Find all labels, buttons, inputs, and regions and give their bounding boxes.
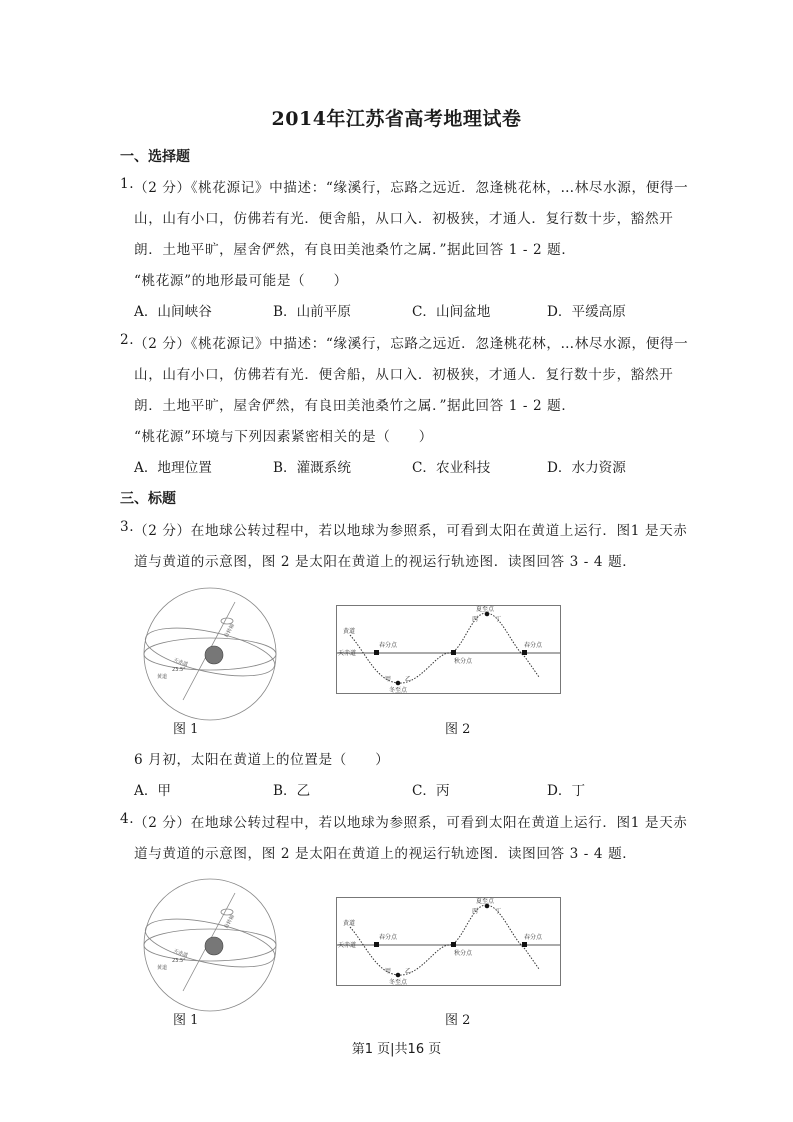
spring-equinox-label: 春分点	[379, 934, 398, 941]
equator-label: 天赤道	[172, 657, 189, 669]
position-ding-label: 丁	[495, 616, 502, 623]
figure1-caption: 图 1	[173, 722, 199, 737]
question-text-line: 山，山有小口，仿佛若有光．便舍船，从口入．初极狭，才通人．复行数十步，豁然开	[134, 367, 674, 383]
spring-equinox-label: 春分点	[524, 642, 543, 649]
page-footer: 第1 页|共16 页	[351, 1042, 442, 1057]
option-b[interactable]: B．乙	[273, 783, 311, 799]
position-ding-label: 丁	[495, 908, 502, 915]
question-text-line: 道与黄道的示意图，图 2 是太阳在黄道上的视运行轨迹图．读图回答 3 - 4 题．	[134, 554, 637, 570]
question-prompt: 6 月初，太阳在黄道上的位置是（ ）	[134, 752, 390, 768]
position-jia-label: 甲	[385, 968, 392, 975]
spring-equinox-label: 春分点	[524, 934, 543, 941]
equator-label: 天赤道	[172, 948, 189, 960]
autumn-equinox-label: 秋分点	[454, 950, 473, 957]
spring-equinox-label: 春分点	[379, 642, 398, 649]
summer-solstice-label: 夏至点	[476, 606, 495, 613]
figure1-celestial-sphere	[135, 582, 285, 732]
option-a[interactable]: A．地理位置	[134, 460, 212, 476]
option-b[interactable]: B．山前平原	[273, 304, 351, 320]
option-c[interactable]: C．丙	[412, 783, 450, 799]
question-text-line: （2 分）《桃花源记》中描述：“缘溪行，忘路之远近．忽逢桃花林，…林尽水源，便得一	[134, 180, 689, 196]
question-prompt: “桃花源”的地形最可能是（ ）	[134, 273, 348, 289]
option-a[interactable]: A．山间峡谷	[134, 304, 212, 320]
option-c[interactable]: C．农业科技	[412, 460, 491, 476]
spring-equinox-point	[374, 942, 379, 947]
question-prompt: “桃花源”环境与下列因素紧密相关的是（ ）	[134, 429, 433, 445]
ecliptic-label: 黄道	[157, 674, 168, 680]
earth-icon	[205, 646, 223, 664]
question-number: 1.	[120, 176, 135, 192]
question-text-line: 朗．土地平旷，屋舍俨然，有良田美池桑竹之属．”据此回答 1 - 2 题．	[134, 242, 576, 258]
spring-equinox-point	[522, 942, 527, 947]
figure-frame	[337, 898, 561, 986]
question-number: 2.	[120, 332, 135, 348]
axis-label: 自转轴	[223, 913, 236, 930]
earth-icon	[205, 937, 223, 955]
option-b[interactable]: B．灌溉系统	[273, 460, 351, 476]
equator-label: 天赤道	[338, 942, 357, 949]
spring-equinox-point	[374, 650, 379, 655]
angle-label: 23.5°	[172, 958, 186, 964]
question-text-line: 山，山有小口，仿佛若有光．便舍船，从口入．初极狭，才通人．复行数十步，豁然开	[134, 211, 674, 227]
section-heading-title: 三、标题	[120, 491, 176, 507]
option-a[interactable]: A．甲	[134, 783, 172, 799]
position-bing-label: 丙	[472, 616, 479, 623]
figure2-caption: 图 2	[445, 722, 471, 737]
figure2-caption: 图 2	[445, 1013, 471, 1028]
autumn-equinox-point	[451, 650, 456, 655]
figure1-caption: 图 1	[173, 1013, 199, 1028]
winter-solstice-label: 冬至点	[389, 979, 408, 986]
winter-solstice-label: 冬至点	[389, 687, 408, 694]
question-text-line: （2 分）《桃花源记》中描述：“缘溪行，忘路之远近．忽逢桃花林，…林尽水源，便得一	[134, 336, 689, 352]
winter-solstice-point	[396, 681, 401, 686]
question-text-line: 朗．土地平旷，屋舍俨然，有良田美池桑竹之属．”据此回答 1 - 2 题．	[134, 398, 576, 414]
question-text-line: （2 分）在地球公转过程中，若以地球为参照系，可看到太阳在黄道上运行．图1 是天赤	[134, 523, 688, 539]
winter-solstice-point	[396, 973, 401, 978]
option-d[interactable]: D．平缓高原	[547, 304, 626, 320]
option-d[interactable]: D．水力资源	[547, 460, 626, 476]
position-bing-label: 丙	[472, 908, 479, 915]
position-yi-label: 乙	[405, 968, 412, 975]
section-heading-choice: 一、选择题	[120, 149, 190, 165]
ecliptic-label: 黄道	[343, 920, 356, 927]
position-yi-label: 乙	[405, 676, 412, 683]
angle-label: 23.5°	[172, 667, 186, 673]
page-title: 2014年江苏省高考地理试卷	[271, 108, 522, 130]
question-text-line: （2 分）在地球公转过程中，若以地球为参照系，可看到太阳在黄道上运行．图1 是天赤	[134, 815, 688, 831]
spring-equinox-point	[522, 650, 527, 655]
question-number: 3.	[120, 519, 135, 535]
summer-solstice-label: 夏至点	[476, 898, 495, 905]
question-text-line: 道与黄道的示意图，图 2 是太阳在黄道上的视运行轨迹图．读图回答 3 - 4 题．	[134, 846, 637, 862]
ecliptic-label: 黄道	[343, 628, 356, 635]
equator-label: 天赤道	[338, 650, 357, 657]
figure1-celestial-sphere	[135, 873, 285, 1023]
option-c[interactable]: C．山间盆地	[412, 304, 491, 320]
autumn-equinox-label: 秋分点	[454, 658, 473, 665]
figure-frame	[337, 606, 561, 694]
figure2-ecliptic-path	[336, 897, 562, 987]
position-jia-label: 甲	[385, 676, 392, 683]
option-d[interactable]: D．丁	[547, 783, 586, 799]
ecliptic-label: 黄道	[157, 965, 168, 971]
autumn-equinox-point	[451, 942, 456, 947]
figure2-ecliptic-path	[336, 605, 562, 695]
axis-label: 自转轴	[223, 622, 236, 639]
question-number: 4.	[120, 811, 135, 827]
